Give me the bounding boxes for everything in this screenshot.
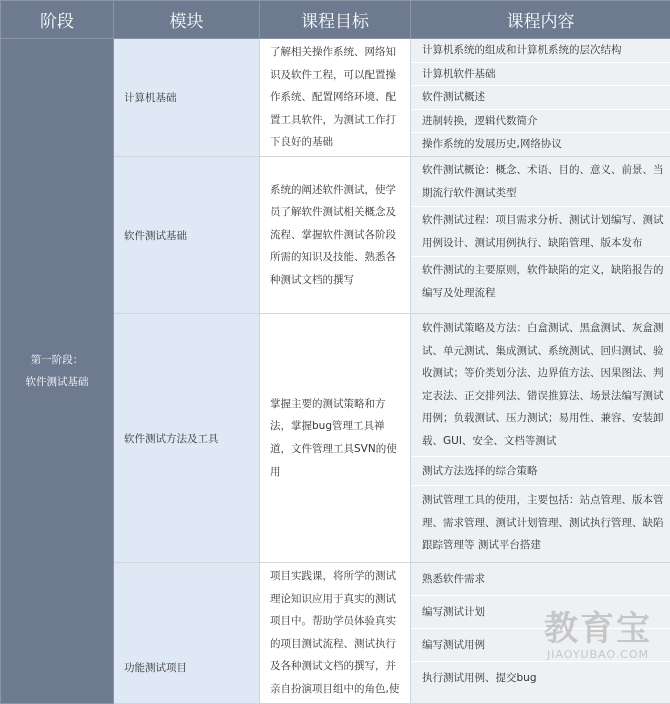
module-goal: 系统的阐述软件测试，使学员了解软件测试相关概念及流程、掌握软件测试各阶段所需的知识及技能、熟悉各种测试文档的撰写 — [260, 157, 411, 314]
stage-label-line2: 软件测试基础 — [1, 371, 113, 393]
watermark-domain: JIAOYUBAO.COM — [544, 648, 652, 661]
module-goal: 了解相关操作系统、网络知识及软件工程，可以配置操作系统、配置网络环境、配置工具软件，为测试工作打下良好的基础 — [260, 39, 411, 157]
content-item: 软件测试过程：项目需求分析、测试计划编写、测试用例设计、测试用例执行、缺陷管理、版本发布 — [411, 207, 670, 257]
header-stage: 阶段 — [1, 1, 114, 39]
content-item: 软件测试概述 — [411, 86, 670, 110]
content-item: 编写测试用例 — [411, 629, 670, 662]
module-name: 计算机基础 — [114, 39, 260, 157]
watermark-text: 教育宝 — [544, 610, 652, 648]
module-name: 软件测试基础 — [114, 157, 260, 314]
content-item: 计算机软件基础 — [411, 63, 670, 87]
content-item: 测试管理工具的使用，主要包括：站点管理、版本管理、需求管理、测试计划管理、测试执行管理、缺陷跟踪管理等 测试平台搭建 — [411, 486, 670, 560]
module-content — [411, 157, 670, 314]
module-name: 功能测试项目 — [114, 563, 260, 704]
module-content — [411, 39, 670, 157]
content-item: 软件测试策略及方法：白盒测试、黑盒测试、灰盒测试、单元测试、集成测试、系统测试、回归测试、验收测试；等价类划分法、边界值方法、因果图法、判定表法、正交排列法、错误推算法、场景法编写测试用例；负载测试、压力测试；易用性、兼容、安装卸载、GUI、安全、文档等测试 — [411, 314, 670, 457]
stage-label-line1: 第一阶段： — [1, 349, 113, 371]
content-item: 编写测试计划 — [411, 596, 670, 629]
content-item: 计算机系统的组成和计算机系统的层次结构 — [411, 39, 670, 63]
header-goal: 课程目标 — [260, 1, 411, 39]
content-item: 操作系统的发展历史,网络协议 — [411, 133, 670, 156]
content-item: 测试方法选择的综合策略 — [411, 457, 670, 487]
content-item: 熟悉软件需求 — [411, 563, 670, 596]
module-row-computer-basics — [1, 39, 670, 157]
header-module: 模块 — [114, 1, 260, 39]
content-item: 进制转换，逻辑代数简介 — [411, 110, 670, 134]
stage-cell — [1, 39, 114, 704]
module-goal: 掌握主要的测试策略和方法，掌握bug管理工具禅道，文件管理工具SVN的使用 — [260, 314, 411, 563]
watermark-logo — [544, 610, 652, 661]
header-row — [1, 1, 670, 39]
module-goal: 项目实践课，将所学的测试理论知识应用于真实的测试项目中。帮助学员体验真实的项目测试流程、测试执行及各种测试文档的撰写，并亲自扮演项目组中的角色,使 — [260, 563, 411, 704]
module-content — [411, 314, 670, 563]
content-item: 软件测试概论：概念、术语、目的、意义、前景、当期流行软件测试类型 — [411, 157, 670, 207]
content-item: 软件测试的主要原则，软件缺陷的定义，缺陷报告的编写及处理流程 — [411, 257, 670, 306]
module-name: 软件测试方法及工具 — [114, 314, 260, 563]
content-item: 执行测试用例、提交bug — [411, 662, 670, 695]
header-content: 课程内容 — [411, 1, 670, 39]
